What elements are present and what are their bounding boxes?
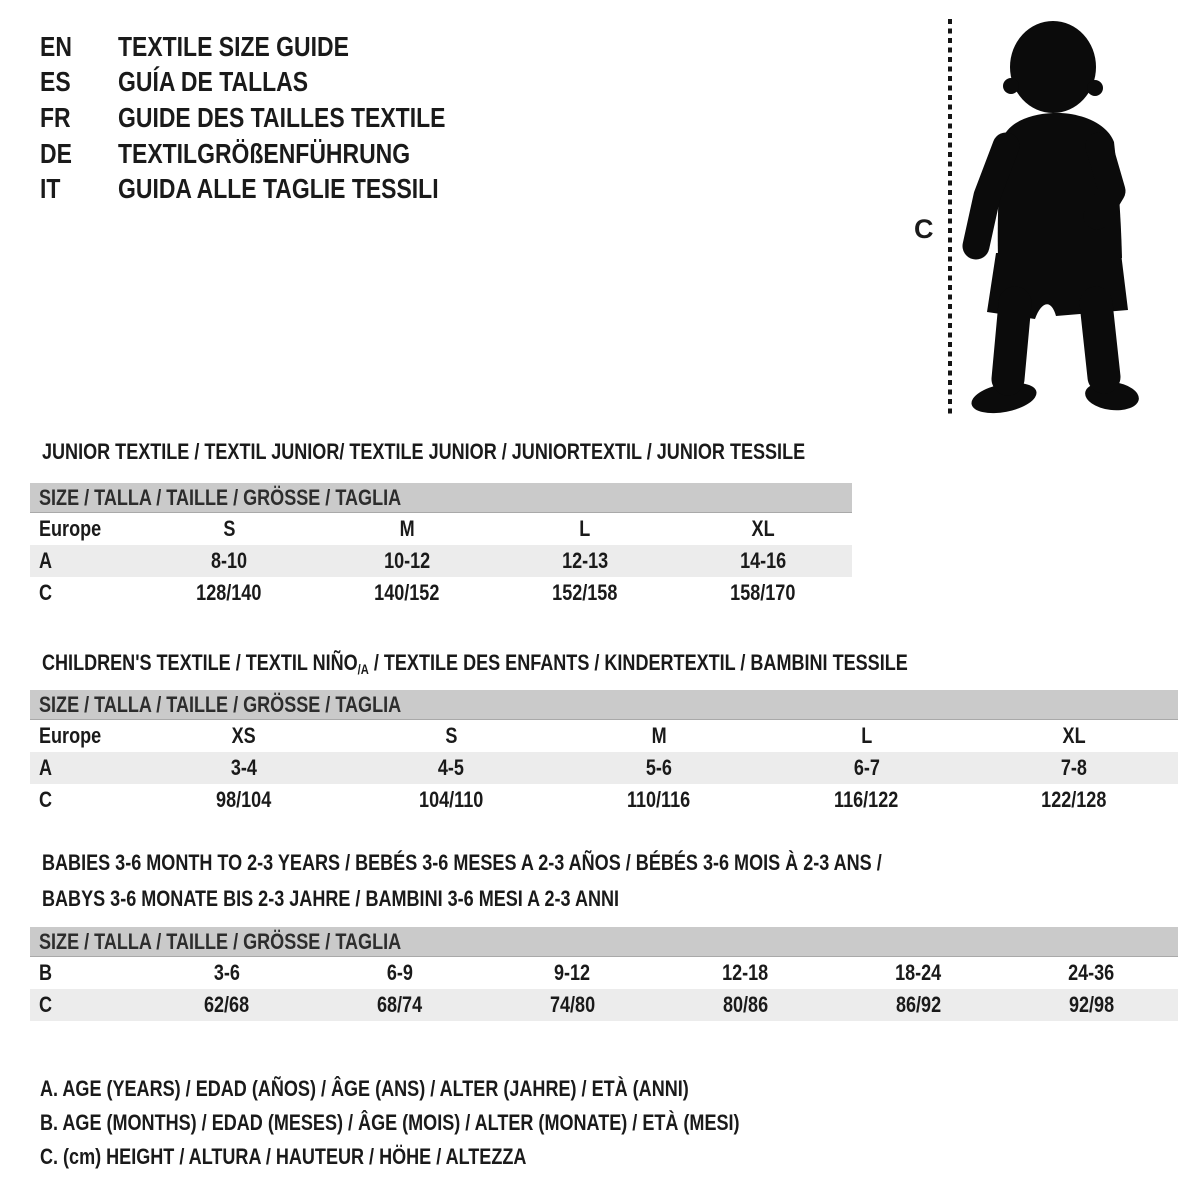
children-size-table — [30, 720, 1178, 816]
language-code: DE — [40, 137, 72, 169]
babies-size-table — [30, 957, 1178, 1021]
language-title: TEXTILGRÖßENFÜHRUNG — [118, 137, 411, 169]
size-cell: S — [445, 723, 458, 748]
babies-size-header-bar: SIZE / TALLA / TAILLE / GRÖSSE / TAGLIA — [30, 927, 1178, 957]
language-code: ES — [40, 66, 71, 98]
age-cell: 18-24 — [895, 960, 942, 985]
height-cell: 104/110 — [419, 787, 484, 812]
size-cell: M — [651, 723, 667, 748]
language-row — [40, 29, 517, 65]
language-code: IT — [40, 173, 61, 205]
language-row — [40, 100, 517, 136]
table-row — [30, 784, 1178, 816]
table-row — [30, 989, 1178, 1021]
age-cell: 7-8 — [1061, 755, 1088, 780]
age-cell: 3-6 — [213, 960, 240, 985]
size-cell: XL — [751, 516, 775, 541]
row-label: Europe — [39, 723, 102, 748]
table-row — [30, 957, 1178, 989]
junior-size-table — [30, 513, 852, 609]
age-cell: 9-12 — [554, 960, 591, 985]
junior-size-header-bar: SIZE / TALLA / TAILLE / GRÖSSE / TAGLIA — [30, 483, 852, 513]
age-cell: 5-6 — [645, 755, 673, 780]
height-cell: 98/104 — [216, 787, 272, 812]
height-cell: 110/116 — [627, 787, 691, 812]
size-cell: XL — [1062, 723, 1086, 748]
children-section-title: CHILDREN'S TEXTILE / TEXTIL NIÑO/A / TEXTILE DES ENFANTS / KINDERTEXTIL / BAMBINI TESSILE — [42, 650, 908, 677]
children-size-header-bar: SIZE / TALLA / TAILLE / GRÖSSE / TAGLIA — [30, 690, 1178, 720]
height-cell: 86/92 — [895, 992, 942, 1017]
age-cell: 6-7 — [853, 755, 880, 780]
language-title: GUIDA ALLE TAGLIE TESSILI — [118, 173, 439, 205]
age-cell: 4-5 — [438, 755, 465, 780]
size-cell: S — [222, 516, 236, 541]
age-cell: 14-16 — [739, 548, 787, 573]
age-cell: 6-9 — [386, 960, 413, 985]
junior-section-title: JUNIOR TEXTILE / TEXTIL JUNIOR/ TEXTILE JUNIOR / JUNIORTEXTIL / JUNIOR TESSILE — [42, 439, 806, 464]
language-title: TEXTILE SIZE GUIDE — [118, 30, 349, 62]
height-cell: 62/68 — [203, 992, 250, 1017]
toddler-silhouette — [900, 15, 1140, 425]
language-row — [40, 171, 517, 207]
row-label: A — [39, 755, 53, 780]
age-cell: 10-12 — [383, 548, 431, 573]
language-row — [40, 65, 517, 101]
height-cell: 92/98 — [1068, 992, 1115, 1017]
height-cell: 116/122 — [834, 787, 899, 812]
size-cell: XS — [231, 723, 256, 748]
table-row — [30, 545, 852, 577]
language-title: GUIDE DES TAILLES TEXTILE — [118, 101, 446, 133]
language-code: EN — [40, 30, 72, 62]
row-label: C — [39, 580, 53, 605]
age-cell: 12-18 — [722, 960, 769, 985]
size-cell: L — [861, 723, 873, 748]
legend-line-a: A. AGE (YEARS) / EDAD (AÑOS) / ÂGE (ANS) / ALTER (JAHRE) / ETÀ (ANNI) — [40, 1076, 689, 1101]
height-cell: 68/74 — [376, 992, 423, 1017]
size-cell: M — [399, 516, 415, 541]
measure-legend — [40, 1072, 893, 1174]
language-code: FR — [40, 101, 71, 133]
nino-a-subscript: /A — [357, 661, 369, 677]
language-title: GUÍA DE TALLAS — [118, 66, 309, 98]
babies-section-title: BABIES 3-6 MONTH TO 2-3 YEARS / BEBÉS 3-6 MESES A 2-3 AÑOS / BÉBÉS 3-6 MOIS À 2-3 ANS / BABYS 3-6 MONATE BIS 2-3 JAHRE / BAMBINI 3-6 MESI A 2-3 ANNI — [42, 850, 882, 911]
size-cell: L — [579, 516, 591, 541]
height-cell: 80/86 — [722, 992, 769, 1017]
row-label: C — [39, 787, 53, 812]
table-row — [30, 577, 852, 609]
height-cell: 74/80 — [549, 992, 596, 1017]
row-label: B — [39, 960, 53, 985]
height-cell: 122/128 — [1041, 787, 1107, 812]
height-cell: 152/158 — [552, 580, 618, 605]
legend-line-c: C. (cm) HEIGHT / ALTURA / HAUTEUR / HÖHE / ALTEZZA — [40, 1144, 527, 1169]
language-row — [40, 136, 517, 172]
age-cell: 24-36 — [1068, 960, 1115, 985]
height-cell: 128/140 — [196, 580, 262, 605]
table-row — [30, 752, 1178, 784]
age-cell: 8-10 — [210, 548, 248, 573]
age-cell: 3-4 — [230, 755, 257, 780]
legend-line-b: B. AGE (MONTHS) / EDAD (MESES) / ÂGE (MOIS) / ALTER (MONATE) / ETÀ (MESI) — [40, 1110, 740, 1135]
height-cell: 140/152 — [374, 580, 440, 605]
height-measure-label: C — [914, 214, 934, 244]
row-label: Europe — [39, 516, 102, 541]
height-cell: 158/170 — [730, 580, 796, 605]
age-cell: 12-13 — [561, 548, 609, 573]
table-row — [30, 513, 852, 545]
language-list — [40, 29, 517, 207]
table-row — [30, 720, 1178, 752]
row-label: C — [39, 992, 53, 1017]
row-label: A — [39, 548, 53, 573]
